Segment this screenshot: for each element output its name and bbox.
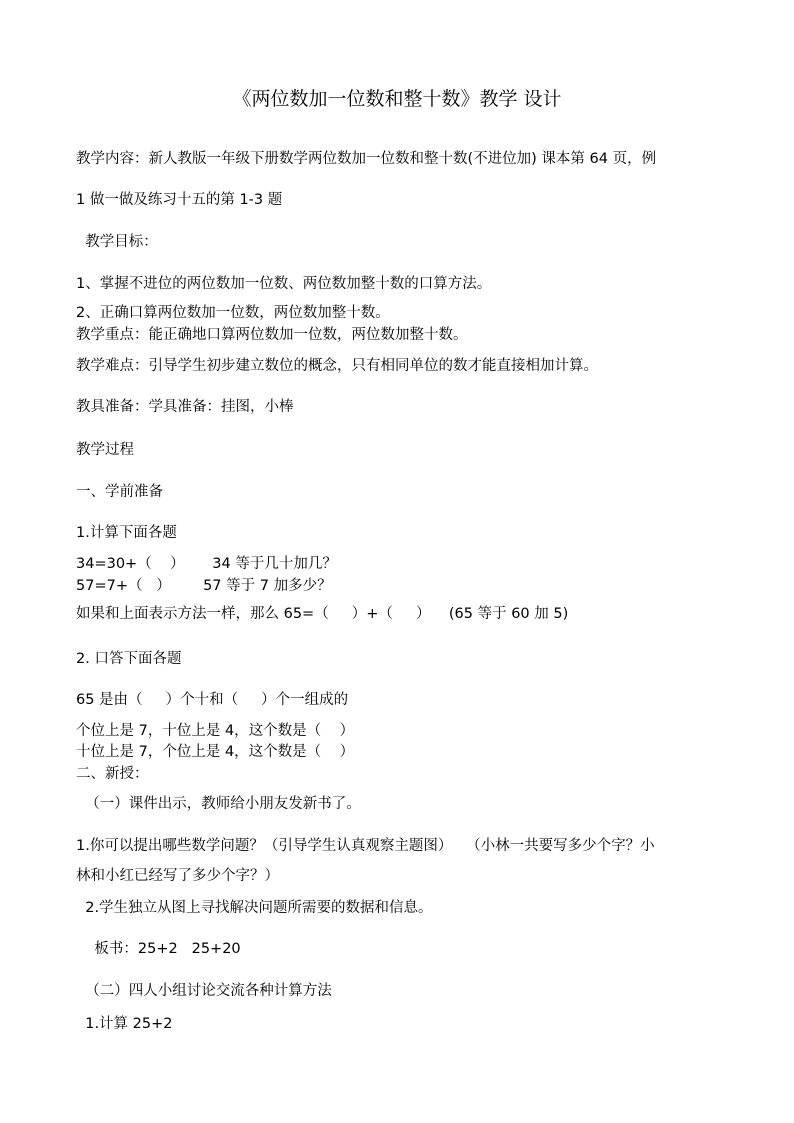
section-heading: 教学过程 [76, 442, 134, 458]
objective-item: 2、正确口算两位数加一位数，两位数加整十数。 [76, 305, 390, 321]
content-line: 林和小红已经写了多少个字？） [76, 868, 279, 884]
exercise-line: 十位上是 7，个位上是 4，这个数是（ ） [76, 744, 355, 760]
content-line: 2.学生独立从图上寻找解决问题所需要的数据和信息。 [76, 900, 433, 916]
document-title: 《两位数加一位数和整十数》教学 设计 [232, 88, 562, 110]
subsection-heading: （二）四人小组讨论交流各种计算方法 [76, 983, 332, 999]
subsection-heading: 1.计算下面各题 [76, 525, 177, 541]
exercise-line: 个位上是 7，十位上是 4，这个数是（ ） [76, 723, 355, 739]
exercise-line: 65 是由（ ）个十和（ ）个一组成的 [76, 692, 349, 708]
materials-line: 教具准备：学具准备：挂图，小棒 [76, 399, 294, 415]
key-point-line: 教学重点：能正确地口算两位数加一位数，两位数加整十数。 [76, 327, 468, 343]
difficulty-line: 教学难点：引导学生初步建立数位的概念，只有相同单位的数才能直接相加计算。 [76, 358, 598, 374]
section-heading: 二、新授： [76, 766, 149, 782]
exercise-line: 34=30+（ ） 34 等于几十加几？ [76, 556, 337, 572]
board-writing-line: 板书：25+2 25+20 [76, 941, 241, 957]
content-line: 1.你可以提出哪些数学问题？（引导学生认真观察主题图） （小林一共要写多少个字？小 [76, 838, 655, 854]
objective-item: 1、掌握不进位的两位数加一位数、两位数加整十数的口算方法。 [76, 276, 492, 292]
section-heading: 一、学前准备 [76, 484, 163, 500]
subsection-heading: 2. 口答下面各题 [76, 651, 182, 667]
exercise-line: 57=7+（ ） 57 等于 7 加多少？ [76, 578, 332, 594]
subsection-heading: （一）课件出示，教师给小朋友发新书了。 [76, 796, 361, 812]
content-line: 1 做一做及练习十五的第 1-3 题 [76, 192, 283, 208]
exercise-line: 如果和上面表示方法一样，那么 65=（ ）+（ ） (65 等于 60 加 5) [76, 606, 569, 622]
content-line: 教学内容：新人教版一年级下册数学两位数加一位数和整十数(不进位加) 课本第 64 页，例 [76, 151, 657, 167]
content-line: 1.计算 25+2 [76, 1016, 173, 1032]
objectives-heading: 教学目标： [76, 234, 158, 250]
